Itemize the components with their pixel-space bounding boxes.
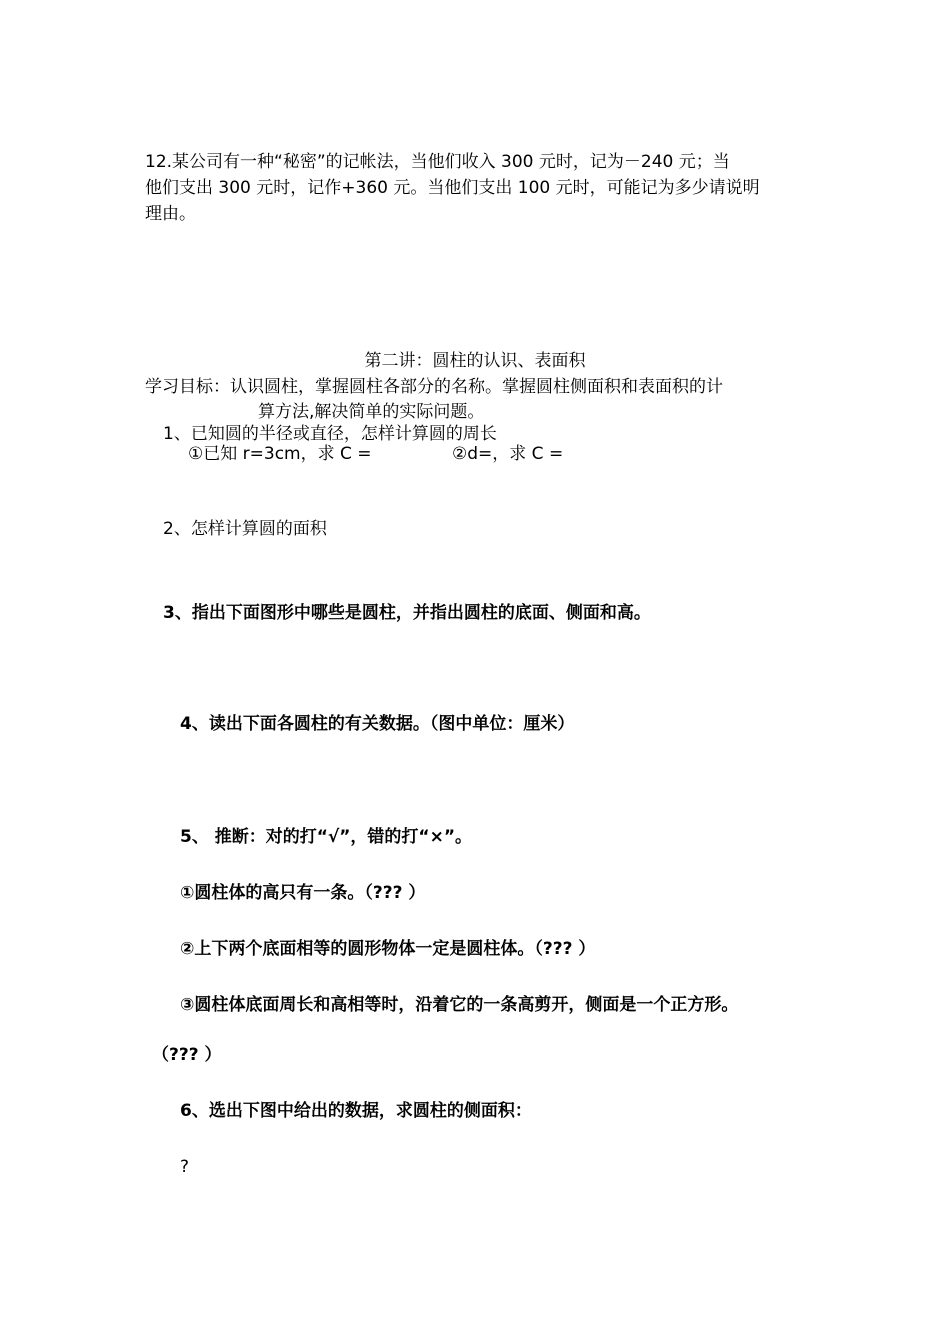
item-5-statement-3: ③圆柱体底面周长和高相等时，沿着它的一条高剪开，侧面是一个正方形。 [180, 995, 739, 1015]
item-1-circumference: 1、已知圆的半径或直径，怎样计算圆的周长 [163, 424, 497, 444]
item-5-statement-1: ①圆柱体的高只有一条。（??? ） [180, 883, 426, 903]
item-5-statement-2: ②上下两个底面相等的圆形物体一定是圆柱体。（??? ） [180, 939, 596, 959]
item-6-lateral-area: 6、选出下图中给出的数据，求圆柱的侧面积： [180, 1101, 532, 1121]
item-1-sub-b: ②d=，求 C = [452, 444, 564, 464]
item-6-placeholder-mark: ? [180, 1157, 190, 1177]
learning-goal-line-1: 学习目标：认识圆柱，掌握圆柱各部分的名称。掌握圆柱侧面积和表面积的计 [145, 377, 723, 397]
item-5-judgement: 5、 推断：对的打“√”，错的打“×”。 [180, 827, 473, 847]
item-5-statement-3-tail: （??? ） [152, 1045, 222, 1065]
lecture-title: 第二讲：圆柱的认识、表面积 [364, 351, 586, 371]
question-12-line-3: 理由。 [145, 204, 196, 224]
learning-goal-line-2: 算方法,解决简单的实际问题。 [258, 402, 485, 422]
item-4-read-data: 4、读出下面各圆柱的有关数据。（图中单位：厘米） [180, 714, 575, 734]
item-3-identify-cylinders: 3、指出下面图形中哪些是圆柱，并指出圆柱的底面、侧面和高。 [163, 603, 651, 623]
item-2-area: 2、怎样计算圆的面积 [163, 519, 327, 539]
item-1-sub-a: ①已知 r=3cm，求 C = [188, 444, 372, 464]
question-12-line-1: 12.某公司有一种“秘密”的记帐法，当他们收入 300 元时，记为－240 元；当 [145, 152, 730, 172]
question-12-line-2: 他们支出 300 元时，记作+360 元。当他们支出 100 元时，可能记为多少请说明 [145, 178, 760, 198]
